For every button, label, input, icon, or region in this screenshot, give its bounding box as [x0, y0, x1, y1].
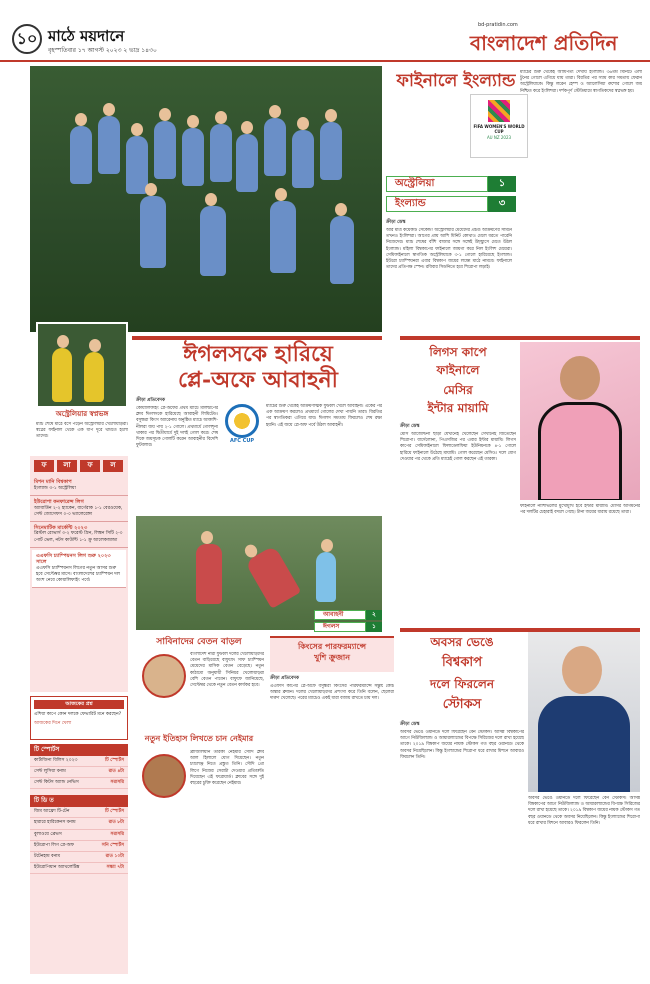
tv-row-left: জিম আফ্রো টি-টেন: [34, 809, 70, 815]
score-row: [314, 622, 382, 632]
afc-cup-icon: [225, 404, 259, 438]
player-figure: [245, 545, 301, 609]
masthead: বাংলাদেশ প্রতিদিন: [470, 31, 618, 55]
tv-row-left: কার্টাজিনা বিলিস ২০২৩: [34, 758, 78, 764]
team-score: ২: [366, 610, 382, 620]
player-figure: [330, 216, 354, 284]
lead-body-right: ম্যাচের শুরু থেকেই আধিপত্য দেখায় ইংল্যান্ড। ৩৬তম মিনিটে এলা টুনের গোলে এগিয়ে যায় তারা। বিরতির পর স্যাম কার সমতায় ফেরান অস্ট্রেলিয়াকে। কিন্তু লরেন হেম্প ও অ্যালেসিয়া রুশোর গোলে জয় নিশ্চিত করে ইংলিশরা। দর্শকপূর্ণ স্টেডিয়ামে স্বাগতিকদের স্বপ্নভঙ্গ হয়।: [520, 70, 642, 94]
result-text: ব্রিস্টল রোভার্স ৩-২ ফরেস্ট গ্রিন, লিঙ্কন সিটি ২-০ পোর্ট ভেল, নটস কাউন্টি ১-১ ক্রু আলেকজান্দ্রা: [34, 531, 123, 543]
tv-row-right: সরাসরি: [110, 831, 124, 837]
stokes-body-right: অবসর ভেঙে ওয়ানডে দলে ফিরেছেন বেন স্টোকস। আসন্ন বিশ্বকাপের আগে নিউজিল্যান্ড ও আয়ারল্যান্ডের বিপক্ষে সিরিজের দলে রাখা হয়েছে তাকে। ২০১৯ বিশ্বকাপ জয়ের নায়ক স্টোকস গত বছর ওয়ানডে থেকে অবসর নিয়েছিলেন। কিন্তু ইংল্যান্ডের শিরোপা ধরে রাখার মিশনে আবারও ফিরলেন তিনি।: [528, 796, 640, 826]
stokes-photo: [528, 632, 640, 792]
player-figure: [292, 130, 314, 188]
kings-headline-2: খুশি ক্রুজান: [313, 652, 350, 662]
messi-photo: [520, 342, 640, 500]
lead-scoreboard: [386, 176, 516, 212]
team-name: আবাহনী: [314, 610, 366, 620]
score-row: [386, 196, 516, 212]
player-figure: [320, 122, 342, 180]
player-figure: [316, 552, 336, 602]
player-figure: [236, 134, 258, 192]
afc-logo-text: AFC CUP: [229, 438, 255, 444]
tv-row-left: ইউরোপা লিগ প্লে-অফ: [34, 842, 74, 848]
tv-row-right: সনি স্পোর্টস: [101, 842, 124, 848]
stokes-headline-4: স্টোকস: [442, 697, 482, 712]
tv-row-right: সন্ধ্যা ৭টা: [106, 864, 124, 870]
afc-body: কোয়ালিফাইং প্লে-অফের প্রথম ম্যাচে মালদ্বীপের ক্লাব ঈগলসকে হারিয়েছে আবাহনী লিমিটেড। বসুন্ধরা কিংস অ্যারেনায় অনুষ্ঠিত ম্যাচে আকাশি-নীলরা জয় পায় ২-১ গোলে। প্রথমার্ধে গোলশূন্য থাকার পর দ্বিতীয়ার্ধে দুই দলই গোল করে। শেষ দিকে জয়সূচক গোলটি করেন আবাহনীর বিদেশি ফুটবলার।: [136, 406, 218, 449]
team-score: ১: [366, 622, 382, 632]
tv-row-left: সেন্ট কিটস অ্যান্ড নেভিস: [34, 780, 79, 786]
player-figure: [182, 128, 204, 186]
stokes-headline-2: বিশ্বকাপ: [441, 655, 483, 670]
player-face: [560, 356, 600, 400]
messi-body: মেসি আর্জেন্টিনা ছাড়া যেখানেই খেলেছেন সেখানেই জিতেছেন শিরোপা। বার্সেলোনা, পিএসজির পর এবার ইন্টার মায়ামি। লিগস কাপের সেমিফাইনালে ফিলাডেলফিয়া ইউনিয়নকে ৪-১ গোলে হারিয়ে ফাইনালে উঠেছে মায়ামি। গোল করেছেন মেসিও। দলে যোগ দেওয়ার পর থেকে প্রতি ম্যাচেই গোল করছেন এই তারকা।: [400, 432, 516, 462]
logo-sub: AU NZ 2023: [486, 134, 512, 140]
player-figure: [210, 124, 232, 182]
tv-row-right: টি স্পোর্টস: [104, 809, 124, 815]
messi-headline-2: ফাইনালে: [436, 363, 480, 377]
player-figure: [154, 121, 176, 179]
page-header: [0, 0, 650, 62]
result-title: সিনেমাটিক মার্কেন্টি ২০২৩: [34, 524, 88, 531]
team-name: ইংল্যান্ড: [386, 196, 488, 212]
player-figure: [264, 118, 286, 176]
tv-header: টি স্পোর্টস: [30, 744, 128, 756]
tv-row-right: টি স্পোর্টস: [104, 758, 124, 764]
afc-logo: [222, 404, 262, 452]
messi-headline-3: মেসির: [443, 383, 473, 397]
inset-photo: [36, 322, 128, 408]
result-title: ইউরোপা কনফারেন্স লিগ: [34, 498, 84, 505]
results-letter: ফ: [80, 460, 100, 472]
divider: [400, 336, 640, 340]
results-header: [30, 456, 128, 476]
kings-headline-1: কিংসের পারফরম্যান্সে: [297, 642, 366, 651]
result-text: এএফসি চ্যাম্পিয়নস লিগের নতুন আসর শুরু হবে সেপ্টেম্বর মাসে। বাংলাদেশের চ্যাম্পিয়ন দল অংশ নেবে কোয়ালিফাইং পর্বে।: [36, 566, 120, 584]
quiz-box: [30, 696, 128, 740]
salary-headline: সাবিনাদের বেতন বাড়ল: [156, 637, 242, 647]
lead-photo: [30, 66, 382, 332]
tv-row: [30, 863, 128, 874]
player-figure: [270, 201, 296, 273]
player-figure: [200, 206, 226, 276]
lead-dateline: ক্রীড়া ডেস্ক: [386, 220, 406, 225]
team-score: ১: [488, 176, 516, 192]
divider: [132, 336, 382, 340]
result-item: [32, 550, 126, 589]
quiz-text: এশিয়া কাপে কোন দলকে ফেভারিট মনে করছেন?: [34, 711, 122, 717]
result-item: [30, 522, 128, 548]
neymar-headline: নতুন ইতিহাস লিখতে চান নেইমার: [144, 734, 254, 743]
stokes-headline-3: দলে ফিরলেন: [430, 677, 494, 691]
afc-headline-2: প্লে-অফে আবাহনী: [178, 367, 338, 393]
result-text: ইংল্যান্ড ৩-১ অস্ট্রেলিয়া: [34, 485, 76, 491]
neymar-body: ব্রাজিলিয়ান তারকা নেইমার সৌদি ক্লাব আল হিলালে যোগ দিয়েছেন। নতুন চ্যালেঞ্জ নিতে প্রস্তুত তিনি। সৌদি প্রো লিগে নিজের সেরাটা দেওয়ার প্রতিশ্রুতি দিয়েছেন এই ফরোয়ার্ড। ক্লাবের সঙ্গে দুই বছরের চুক্তি করেছেন নেইমার।: [190, 750, 264, 787]
kings-headline-box: [270, 636, 394, 672]
quiz-sub: আজকের দিনে খেলা: [34, 720, 72, 726]
team-name: ঈগলস: [314, 622, 366, 632]
lead-headline: ফাইনালে ইংল্যান্ড: [396, 71, 516, 91]
player-kit: [538, 402, 622, 500]
stokes-body: অবসর ভেঙে ওয়ানডে দলে ফিরেছেন বেন স্টোকস। আসন্ন বিশ্বকাপের আগে নিউজিল্যান্ড ও আয়ারল্যান্ডের বিপক্ষে সিরিজের দলে রাখা হয়েছে তাকে। ২০১৯ বিশ্বকাপ জয়ের নায়ক স্টোকস গত বছর ওয়ানডে থেকে অবসর নিয়েছিলেন। কিন্তু ইংল্যান্ডের শিরোপা ধরে রাখার মিশনে আবারও ফিরলেন তিনি।: [400, 730, 524, 760]
page-number: ১০: [12, 24, 42, 54]
stokes-headline-1: অবসর ভেঙে: [430, 635, 494, 649]
inset-caption: অস্ট্রেলিয়ার স্বপ্নভঙ্গ: [55, 410, 109, 418]
messi-body-right: ফাইনালে ন্যাশভিলের মুখোমুখি হবে ইন্টার মায়ামি। মেসির আগমনের পর দলটির চেহারাই বদলে গেছে। টানা জয়ের ধারায় রয়েছে তারা।: [520, 504, 640, 516]
player-kit: [538, 696, 630, 792]
tv-row-left: হারারে হারিকেনস বনাম: [34, 820, 76, 826]
result-item: [30, 496, 128, 522]
salary-photo: [142, 654, 186, 698]
results-letter: ল: [103, 460, 123, 472]
result-text: অ্যাবার্ডিন ২-২ হ্যাকেন, বার্গেরাক ১-১ বেরওয়েক, সেন্ট জোসেফস ০-০ ভ্যালেরেঙ্গা: [34, 505, 123, 517]
tv-row-right: রাত ১০টা: [105, 853, 124, 859]
player-figure: [98, 116, 120, 174]
results-letter: লা: [57, 460, 77, 472]
tv-row-right: রাত ৪টা: [108, 769, 124, 775]
score-row: [314, 610, 382, 620]
player-face: [562, 646, 602, 694]
tv-row: [30, 841, 128, 852]
tv-box: [30, 744, 128, 974]
afc-scoreboard: [314, 610, 382, 632]
result-title: মিশন মানি বিশ্বকাপ: [34, 479, 72, 485]
player-figure: [52, 348, 72, 402]
player-figure: [140, 196, 166, 268]
messi-dateline: ক্রীড়া ডেস্ক: [400, 424, 420, 429]
section-title: মাঠে ময়দানে: [48, 27, 125, 45]
score-row: [386, 176, 516, 192]
tv-row: [30, 778, 128, 789]
afc-headline-1: ঈগলসকে হারিয়ে: [183, 341, 333, 367]
player-figure: [70, 126, 92, 184]
tv-row: [30, 852, 128, 863]
lead-body: আর মাত্র কয়েকটি সেকেন্ড! অস্ট্রেলিয়ার মেয়েদের প্রচণ্ড আক্রমণের সামনে তখনও ইংলিশরা। আগের প্রায় আশি মিনিট কোথাও মেলে ধরতে পারেনি নিজেদের। ম্যাচ শেষের বাঁশি বাজার সঙ্গে সঙ্গেই উচ্ছ্বাসে মেতে উঠল ইংল্যান্ড। মহিলা বিশ্বকাপের ফাইনালে জায়গা করে নিল ইংলিশ মেয়েরা। সেমিফাইনালে স্বাগতিক অস্ট্রেলিয়াকে ৩-১ গোলে হারিয়েছে ইংল্যান্ড। ইউরো চ্যাম্পিয়নরা এবার বিশ্বকাপ জয়ের লক্ষ্যে মাঠে নামবে। ফাইনালে তাদের প্রতিপক্ষ স্পেন। রবিবার সিডনিতে হবে শিরোপা লড়াই।: [386, 228, 512, 271]
player-figure: [84, 352, 104, 402]
tv-row-right: রাত ৮টা: [108, 820, 124, 826]
tv-row-left: বুলাওয়ে ব্রেভস: [34, 831, 62, 837]
result-title: এএফসি চ্যাম্পিয়নস লিগ শুরু ২০২৩ সালে: [36, 552, 111, 566]
afc-dateline: ক্রীড়া প্রতিবেদক: [136, 398, 165, 403]
neymar-photo: [142, 754, 186, 798]
logo-text: FIFA WOMEN'S WORLD CUP: [473, 124, 525, 135]
results-letter: ফ: [34, 460, 54, 472]
tv-row: [30, 830, 128, 841]
tv-row: [30, 756, 128, 767]
player-figure: [126, 136, 148, 194]
inset-text: ম্যাচ শেষে মাঠে বসে পড়েন অস্ট্রেলিয়ার খেলোয়াড়রা। স্বপ্নের ফাইনাল থেকে এক ধাপ দূরে থামতে হলো তাদের।: [36, 422, 128, 440]
trophy-icon: [488, 100, 510, 122]
team-name: অস্ট্রেলিয়া: [386, 176, 488, 192]
kings-body: এএফসি কাপের প্লে-অফে বসুন্ধরা কিংসের পারফরম্যান্সে সন্তুষ্ট কোচ অস্কার ব্রুজন। দলের খেলোয়াড়দের প্রশংসা করে তিনি বলেন, ছেলেরা দারুণ খেলেছে। পরের ম্যাচেও একই ধারা বজায় রাখতে চায় দল।: [270, 684, 394, 702]
lead-headline-wrap: [386, 70, 526, 93]
player-figure: [196, 544, 222, 604]
tv-row-left: ইউরোপিয়ান অ্যাথলেটিক্স: [34, 864, 80, 870]
tv-row-right: সরাসরি: [110, 780, 124, 786]
salary-body: বাংলাদেশ নারী ফুটবল দলের খেলোয়াড়দের বেতন বাড়িয়েছে বাফুফে। সাফ চ্যাম্পিয়ন মেয়েদের মাসিক বেতন বেড়েছে। নতুন কাঠামো অনুযায়ী সিনিয়র খেলোয়াড়রা বেশি বেতন পাবেন। বাফুফে জানিয়েছে, সেপ্টেম্বর থেকে নতুন বেতন কার্যকর হবে।: [190, 652, 264, 689]
result-item: [30, 476, 128, 496]
team-score: ৩: [488, 196, 516, 212]
messi-headline-1: লিগস কাপে: [429, 345, 487, 359]
tv-row: [30, 807, 128, 818]
afc-body-2: ম্যাচের শুরু থেকেই আক্রমণাত্মক ফুটবল খেলে আবাহনী। একের পর এক আক্রমণ করলেও প্রথমার্ধে গোলের দেখা পায়নি তারা। বিরতির পর স্বাগতিকরা এগিয়ে যায়। ঈগলস সমতায় ফিরলেও শেষ রক্ষা হয়নি। এই জয়ে প্লে-অফ পর্বে উঠল আবাহনী।: [266, 404, 382, 428]
tv-row-left: সেন্ট লুসিয়া বনাম: [34, 769, 66, 775]
stokes-dateline: ক্রীড়া ডেস্ক: [400, 722, 420, 727]
masthead-sub: bd-pratidin.com: [478, 22, 518, 28]
tv-row: [30, 818, 128, 829]
tv-row: [30, 767, 128, 778]
messi-headline-4: ইন্টার মায়ামি: [427, 401, 489, 415]
results-box: [30, 456, 128, 692]
kings-dateline: ক্রীড়া প্রতিবেদক: [270, 676, 299, 681]
quiz-title: আজকের প্রশ্ন: [34, 700, 124, 709]
issue-date: বৃহস্পতিবার ১৭ আগস্ট ২০২৩ ২ ভাদ্র ১৪৩০: [48, 47, 157, 54]
tv-row-left: টটেনহাম বনাম: [34, 853, 60, 859]
tv-header: টি ডি ত: [30, 795, 128, 807]
